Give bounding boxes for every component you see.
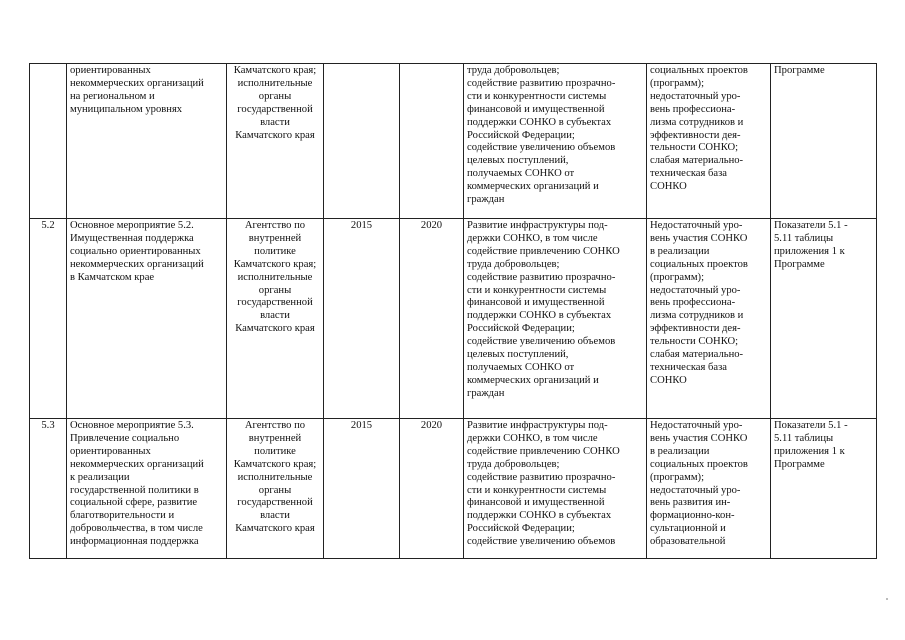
expected-result-line: Российской Федерации;	[467, 129, 575, 141]
consequences-line: Недостаточный уро-	[650, 220, 743, 231]
executor-line: политике	[254, 445, 296, 457]
event-name-line: социальной сфере, развитие	[70, 497, 198, 509]
expected-result-line: коммерческих организаций и	[467, 181, 599, 193]
end-year-cell: 2020	[400, 219, 464, 419]
expected-result-line: Российской Федерации;	[467, 323, 575, 335]
event-name-cell	[67, 419, 227, 559]
event-name-line: добровольчества, в том числе	[70, 523, 203, 535]
event-name-line: Привлечение социально	[70, 432, 180, 444]
row-number-cell: 5.3	[30, 419, 67, 559]
expected-result-line: финансовой и имущественной	[467, 497, 605, 509]
executor-line: государственной	[237, 297, 313, 309]
executor-line: исполнительные	[237, 271, 313, 283]
expected-result-line: поддержки СОНКО в субъектах	[467, 510, 612, 522]
expected-result-line: содействие привлечению СОНКО	[467, 445, 620, 457]
expected-result-line: сти и конкурентности системы	[467, 484, 607, 496]
scan-speck	[886, 598, 888, 600]
consequences-line: вень профессиона-	[650, 103, 736, 115]
event-name-line: некоммерческих организаций	[70, 258, 204, 270]
consequences-line: вень профессиона-	[650, 297, 736, 309]
start-year-cell: 2015	[324, 219, 400, 419]
event-name-line: некоммерческих организаций	[70, 458, 204, 470]
consequences-line: (программ);	[650, 471, 705, 483]
executor-line: исполнительные	[237, 471, 313, 483]
row-number-cell	[30, 64, 67, 219]
indicators-line: приложения 1 к	[774, 245, 845, 257]
executor-line: власти	[260, 310, 290, 322]
expected-result-line: целевых поступлений,	[467, 155, 569, 167]
consequences-cell	[647, 64, 771, 219]
table-row	[30, 64, 877, 219]
consequences-line: вень развития ин-	[650, 497, 731, 509]
executor-line: внутренней	[248, 232, 302, 244]
row-number-cell: 5.2	[30, 219, 67, 419]
executor-cell	[227, 64, 324, 219]
consequences-line: социальных проектов	[650, 65, 748, 76]
end-year-cell	[400, 64, 464, 219]
event-name-line: социально ориентированных	[70, 245, 201, 257]
consequences-line: образовательной	[650, 536, 726, 548]
event-name-line: информационная поддержка	[70, 536, 199, 548]
event-name-cell	[67, 219, 227, 419]
executor-line: государственной	[237, 497, 313, 509]
expected-result-line: Российской Федерации;	[467, 523, 575, 535]
expected-result-cell	[464, 64, 647, 219]
executor-line: Камчатского края;	[233, 258, 317, 270]
start-year-cell	[324, 64, 400, 219]
consequences-line: СОНКО	[650, 374, 687, 386]
consequences-line: лизма сотрудников и	[650, 310, 744, 322]
consequences-line: (программ);	[650, 77, 705, 89]
expected-result-line: труда добровольцев;	[467, 458, 560, 470]
executor-line: Камчатского края;	[233, 65, 317, 76]
expected-result-line: целевых поступлений,	[467, 349, 569, 361]
consequences-line: слабая материально-	[650, 349, 744, 361]
expected-result-cell	[464, 219, 647, 419]
table-body	[30, 64, 877, 559]
end-year-cell: 2020	[400, 419, 464, 559]
indicators-cell	[771, 419, 877, 559]
indicators-line: приложения 1 к	[774, 445, 845, 457]
consequences-line: недостаточный уро-	[650, 484, 741, 496]
event-name-line: государственной политики в	[70, 484, 199, 496]
expected-result-line: коммерческих организаций и	[467, 374, 599, 386]
executor-line: органы	[258, 484, 292, 496]
consequences-line: тельности СОНКО;	[650, 142, 739, 154]
event-name-line: муниципальном уровнях	[70, 103, 183, 115]
table-row	[30, 219, 877, 419]
indicators-line: Программе	[774, 258, 825, 270]
consequences-line: недостаточный уро-	[650, 90, 741, 102]
expected-result-line: содействие развитию прозрачно-	[467, 271, 616, 283]
consequences-line: вень участия СОНКО	[650, 432, 748, 444]
expected-result-line: сти и конкурентности системы	[467, 284, 607, 296]
event-name-line: в Камчатском крае	[70, 271, 155, 283]
consequences-cell	[647, 419, 771, 559]
consequences-line: в реализации	[650, 445, 710, 457]
event-name-line: на региональном и	[70, 90, 155, 102]
indicators-line: 5.11 таблицы	[774, 232, 834, 244]
consequences-cell	[647, 219, 771, 419]
expected-result-line: содействие привлечению СОНКО	[467, 245, 620, 257]
consequences-line: эффективности дея-	[650, 323, 741, 335]
expected-result-line: сти и конкурентности системы	[467, 90, 607, 102]
event-name-line: к реализации	[70, 471, 130, 483]
consequences-line: социальных проектов	[650, 258, 748, 270]
expected-result-line: граждан	[467, 194, 505, 206]
executor-line: государственной	[237, 103, 313, 115]
expected-result-line: Развитие инфраструктуры под-	[467, 420, 608, 431]
consequences-line: вень участия СОНКО	[650, 232, 748, 244]
indicators-line: Программе	[774, 65, 825, 76]
event-name-cell	[67, 64, 227, 219]
expected-result-line: Развитие инфраструктуры под-	[467, 220, 608, 231]
event-name-line: Имущественная поддержка	[70, 232, 194, 244]
expected-result-line: содействие увеличению объемов	[467, 142, 616, 154]
indicators-line: Показатели 5.1 -	[774, 420, 848, 431]
expected-result-line: поддержки СОНКО в субъектах	[467, 310, 612, 322]
event-name-line: Основное мероприятие 5.2.	[70, 220, 194, 231]
consequences-line: СОНКО	[650, 181, 687, 193]
consequences-line: тельности СОНКО;	[650, 336, 739, 348]
event-name-line: Основное мероприятие 5.3.	[70, 420, 194, 431]
executor-line: исполнительные	[237, 77, 313, 89]
expected-result-line: содействие увеличению объемов	[467, 336, 616, 348]
start-year-cell: 2015	[324, 419, 400, 559]
executor-line: Камчатского края	[235, 129, 315, 141]
table-row	[30, 419, 877, 559]
expected-result-line: держки СОНКО, в том числе	[467, 232, 598, 244]
consequences-line: социальных проектов	[650, 458, 748, 470]
event-name-line: ориентированных	[70, 65, 151, 76]
expected-result-line: труда добровольцев;	[467, 258, 560, 270]
consequences-line: в реализации	[650, 245, 710, 257]
event-name-line: благотворительности и	[70, 510, 175, 522]
indicators-cell	[771, 219, 877, 419]
executor-line: Агентство по	[244, 420, 306, 431]
executor-line: Агентство по	[244, 220, 306, 231]
expected-result-line: получаемых СОНКО от	[467, 361, 575, 373]
event-name-line: ориентированных	[70, 445, 151, 457]
indicators-line: 5.11 таблицы	[774, 432, 834, 444]
consequences-line: Недостаточный уро-	[650, 420, 743, 431]
consequences-line: сультационной и	[650, 523, 726, 535]
expected-result-line: содействие развитию прозрачно-	[467, 471, 616, 483]
consequences-line: лизма сотрудников и	[650, 116, 744, 128]
executor-line: органы	[258, 284, 292, 296]
expected-result-line: поддержки СОНКО в субъектах	[467, 116, 612, 128]
expected-result-line: получаемых СОНКО от	[467, 168, 575, 180]
expected-result-line: содействие развитию прозрачно-	[467, 77, 616, 89]
program-events-table	[29, 63, 877, 559]
executor-line: власти	[260, 116, 290, 128]
executor-line: Камчатского края	[235, 523, 315, 535]
consequences-line: (программ);	[650, 271, 705, 283]
executor-line: Камчатского края	[235, 323, 315, 335]
executor-line: внутренней	[248, 432, 302, 444]
expected-result-line: содействие увеличению объемов	[467, 536, 616, 548]
executor-line: власти	[260, 510, 290, 522]
expected-result-line: финансовой и имущественной	[467, 103, 605, 115]
consequences-line: техническая база	[650, 168, 728, 180]
expected-result-line: труда добровольцев;	[467, 65, 560, 76]
event-name-line: некоммерческих организаций	[70, 77, 204, 89]
expected-result-line: финансовой и имущественной	[467, 297, 605, 309]
executor-line: политике	[254, 245, 296, 257]
consequences-line: техническая база	[650, 361, 728, 373]
consequences-line: недостаточный уро-	[650, 284, 741, 296]
expected-result-cell	[464, 419, 647, 559]
consequences-line: формационно-кон-	[650, 510, 735, 522]
executor-cell	[227, 419, 324, 559]
consequences-line: эффективности дея-	[650, 129, 741, 141]
indicators-cell	[771, 64, 877, 219]
indicators-line: Программе	[774, 458, 825, 470]
executor-line: Камчатского края;	[233, 458, 317, 470]
executor-line: органы	[258, 90, 292, 102]
indicators-line: Показатели 5.1 -	[774, 220, 848, 231]
expected-result-line: держки СОНКО, в том числе	[467, 432, 598, 444]
expected-result-line: граждан	[467, 387, 505, 399]
executor-cell	[227, 219, 324, 419]
consequences-line: слабая материально-	[650, 155, 744, 167]
